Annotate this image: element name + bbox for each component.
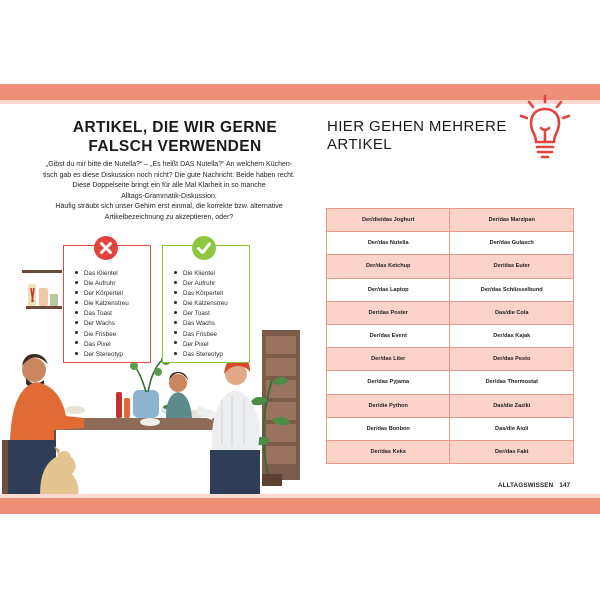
table-cell: Der/das Keks [327,440,450,463]
correct-articles-list [174,269,228,360]
lightbulb-icon [515,92,575,162]
right-title-line-2: ARTIKEL [327,136,393,153]
intro-line: Alltags-Grammatik-Diskussion. [121,192,217,200]
table-cell: Der/das Schlüsselbund [450,278,574,301]
wrong-articles-list [75,269,129,360]
list-item: Das Körperteil [174,289,228,299]
table-row [327,209,574,232]
cross-icon [94,236,118,260]
table-cell: Der/das Kajak [450,324,574,347]
table-row [327,440,574,463]
list-item: Das Pixel [75,340,129,350]
table-cell: Der/das Pyjama [327,371,450,394]
table-cell: Der/das Event [327,324,450,347]
list-item: Der Pixel [174,340,228,350]
bottom-band-edge [0,494,600,498]
table-cell: Der/das Pesto [450,348,574,371]
table-cell: Der/das Nutella [327,232,450,255]
table-cell: Der/das Poster [327,301,450,324]
table-row [327,301,574,324]
intro-line: Artikelbezeichnung zu akzeptieren, oder? [104,213,234,221]
table-cell: Der/das Ketchup [327,255,450,278]
page-number: 147 [559,482,571,489]
table-row [327,324,574,347]
list-item: Die Aufruhr [75,279,129,289]
table-row [327,417,574,440]
left-page-title [60,118,290,156]
articles-table [326,208,574,464]
right-title-line-1: HIER GEHEN MEHRERE [327,118,507,135]
list-item: Die Frisbee [75,330,129,340]
list-item: Das Klientel [75,269,129,279]
top-band-edge [0,100,600,104]
table-cell: Das/die Zaziki [450,394,574,417]
list-item: Das Toast [75,309,129,319]
table-row [327,255,574,278]
table-cell: Der/die/das Joghurt [327,209,450,232]
table-cell: Der/das Gulasch [450,232,574,255]
list-item: Der Stereotyp [75,350,129,360]
list-item: Der Körperteil [75,289,129,299]
left-title-line-2: FALSCH VERWENDEN [88,138,262,155]
intro-line: „Gibst du mir bitte die Nutella?“ – „Es heißt DAS Nutella?“ An welchem Küchen- [45,161,293,168]
list-item: Der Toast [174,309,228,319]
table-row [327,232,574,255]
table-cell: Der/das Liter [327,348,450,371]
table-cell: Der/das Laptop [327,278,450,301]
left-title-line-1: ARTIKEL, DIE WIR GERNE [72,119,278,136]
list-item: Das Frisbee [174,330,228,340]
correct-articles-box [162,245,250,363]
right-page-title [327,118,507,154]
list-item: Der Aufruhr [174,279,228,289]
table-cell: Das/die Aioli [450,417,574,440]
list-item: Das Wachs [174,319,228,329]
list-item: Der Wachs [75,319,129,329]
list-item: Die Katzenstreu [174,299,228,309]
table-row [327,394,574,417]
list-item: Die Katzenstreu [75,299,129,309]
intro-text [24,160,314,224]
table-row [327,348,574,371]
intro-line: tisch gab es diese Diskussion noch nicht? Die gute Nachricht: Beide haben recht. [43,171,295,179]
wrong-articles-box [63,245,151,363]
table-cell: Der/das Marzipan [450,209,574,232]
intro-line: Diese Doppelseite bringt ein für alle Mal Klarheit in so manche [72,182,266,190]
list-item: Das Stereotyp [174,350,228,360]
table-row [327,278,574,301]
table-cell: Der/das Euter [450,255,574,278]
table-row [327,371,574,394]
table-cell: Das/die Cola [450,301,574,324]
table-cell: Der/die Python [327,394,450,417]
list-item: Die Klientel [174,269,228,279]
check-icon [192,236,216,260]
table-cell: Der/das Bonbon [327,417,450,440]
table-cell: Der/das Thermostat [450,371,574,394]
page-footer [498,482,570,489]
intro-line: Häufig sträubt sich unser Gehirn erst einmal, die korrekte bzw. alternative [55,203,283,211]
section-label: ALLTAGSWISSEN [498,482,554,489]
table-cell: Der/das Fakt [450,440,574,463]
